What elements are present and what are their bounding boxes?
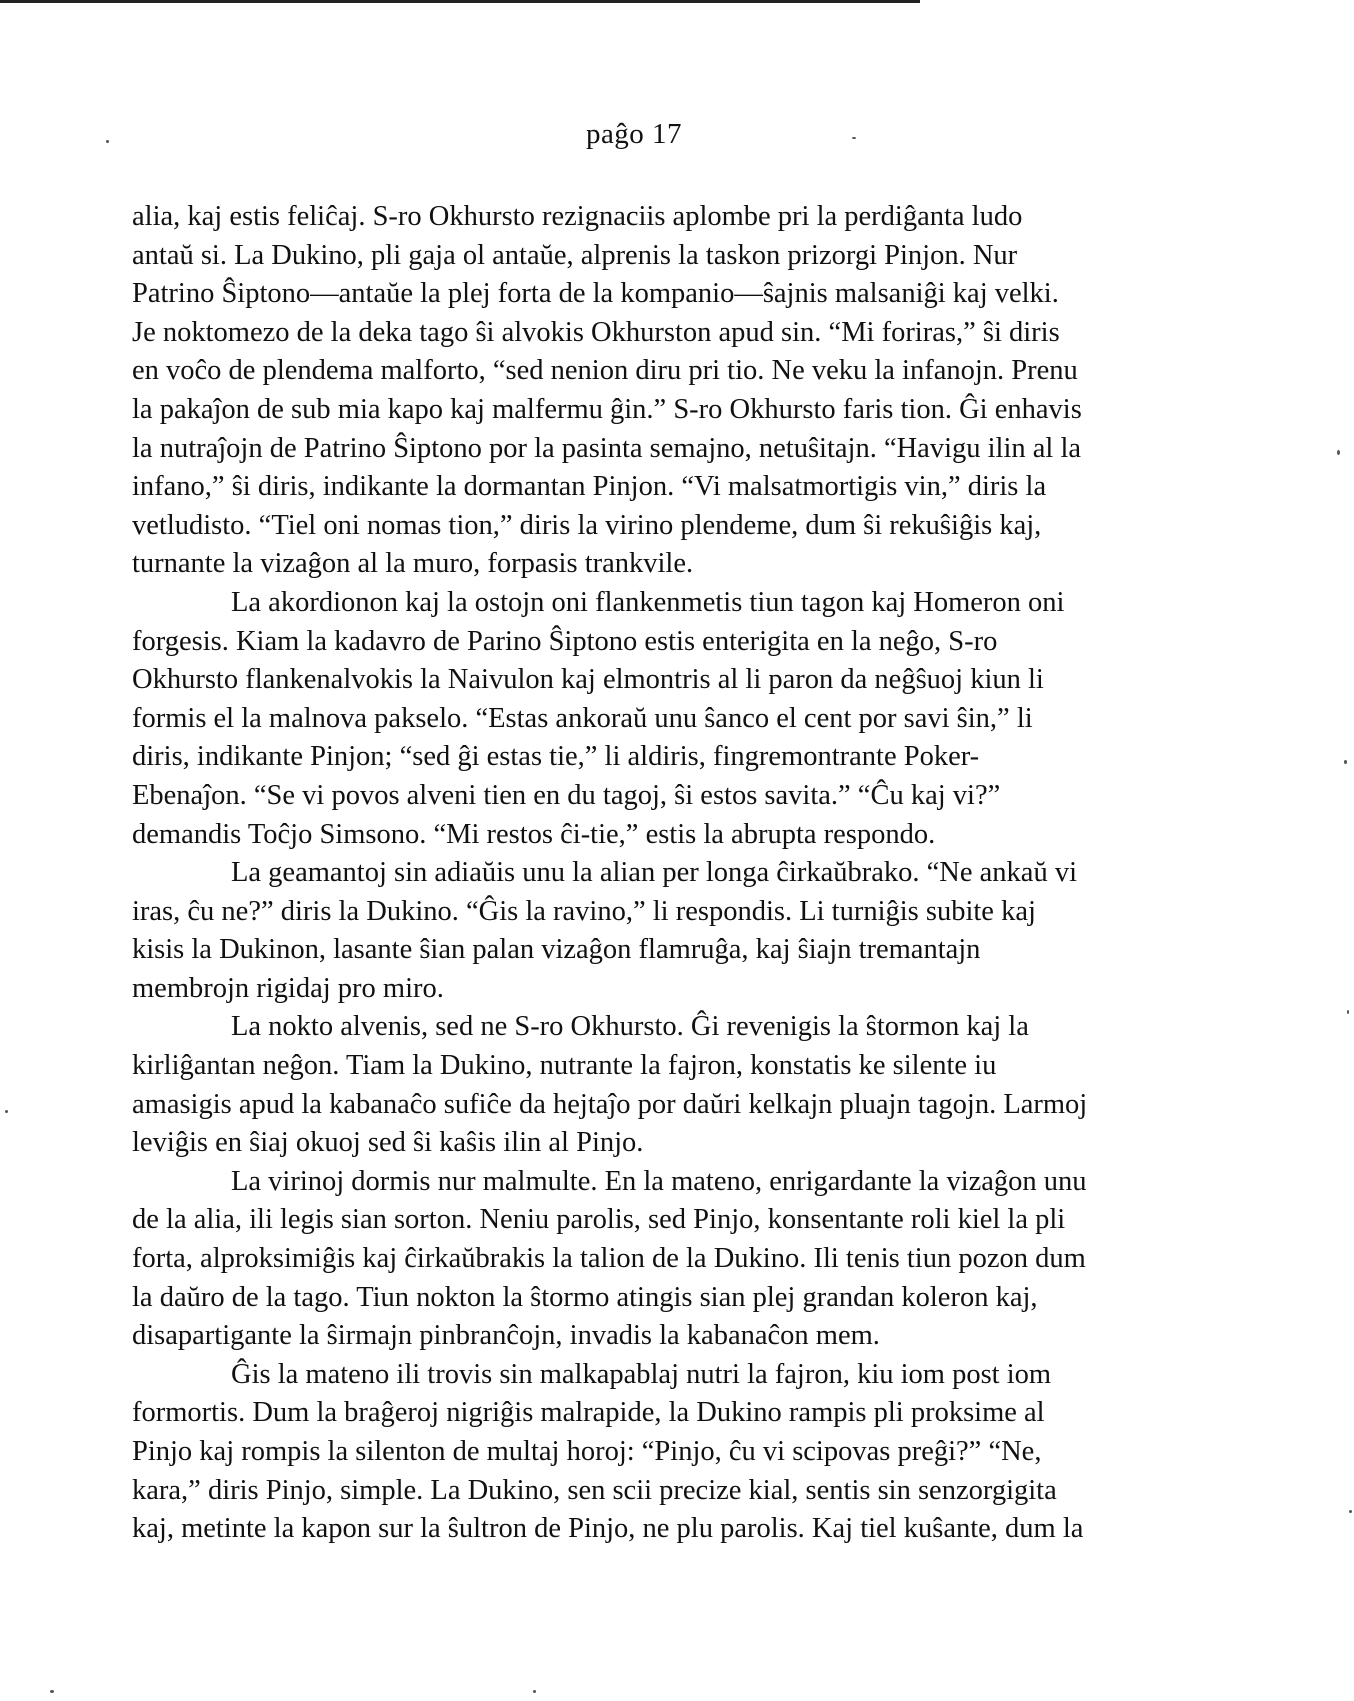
paragraph-start-line: La nokto alvenis, sed ne S-ro Okhursto. Ĝi revenigis la ŝtormon kaj la (231, 1011, 1029, 1043)
paragraph-start-line: La akordionon kaj la ostojn oni flankenmetis tiun tagon kaj Homeron oni (231, 586, 1065, 618)
page-header (0, 118, 1354, 151)
text-line: de la alia, ili legis sian sorton. Neniu parolis, sed Pinjo, konsentante roli kiel la pli (132, 1204, 1066, 1236)
text-line: disapartigante la ŝirmajn pinbranĉojn, invadis la kabanaĉon mem. (132, 1320, 880, 1352)
paragraph-start-line: La geamantoj sin adiaŭis unu la alian per longa ĉirkaŭbrako. “Ne ankaŭ vi (231, 857, 1077, 889)
scan-speck (533, 1690, 536, 1693)
text-line: Je noktomezo de la deka tago ŝi alvokis Okhurston apud sin. “Mi foriras,” ŝi diris (132, 316, 1060, 348)
text-line: demandis Toĉjo Simsono. “Mi restos ĉi-tie,” estis la abrupta respondo. (132, 818, 936, 850)
text-line: iras, ĉu ne?” diris la Dukino. “Ĝis la ravino,” li respondis. Li turniĝis subite kaj (132, 895, 1036, 927)
scan-speck (1337, 450, 1340, 455)
text-line: Okhursto flankenalvokis la Naivulon kaj elmontris al li paron da neĝŝuoj kiun li (132, 664, 1044, 696)
text-line: Ebenaĵon. “Se vi povos alveni tien en du tagoj, ŝi estos savita.” “Ĉu kaj vi?” (132, 779, 1001, 811)
text-line: turnante la vizaĝon al la muro, forpasis trankvile. (132, 548, 694, 580)
text-line: Patrino Ŝiptono—antaŭe la plej forta de la kompanio—ŝajnis malsaniĝi kaj velki. (132, 278, 1059, 310)
text-line: kara,” diris Pinjo, simple. La Dukino, sen scii precize kial, sentis sin senzorgigita (132, 1474, 1057, 1506)
text-line: en voĉo de plendema malforto, “sed nenion diru pri tio. Ne veku la infanojn. Prenu (132, 355, 1078, 387)
paragraph-start-line: La virinoj dormis nur malmulte. En la mateno, enrigardante la vizaĝon unu (231, 1165, 1087, 1197)
text-line: formis el la malnova pakselo. “Estas ankoraŭ unu ŝanco el cent por savi ŝin,” li (132, 702, 1033, 734)
text-line: amasigis apud la kabanaĉo sufiĉe da hejtaĵo por daŭri kelkajn pluajn tagojn. Larmoj (132, 1088, 1088, 1120)
text-line: leviĝis en ŝiaj okuoj sed ŝi kaŝis ilin al Pinjo. (132, 1127, 644, 1159)
text-line: diris, indikante Pinjon; “sed ĝi estas tie,” li aldiris, fingremontrante Poker- (132, 741, 980, 773)
text-line: membrojn rigidaj pro miro. (132, 972, 444, 1004)
text-line: kirliĝantan neĝon. Tiam la Dukino, nutrante la fajron, konstatis ke silente iu (132, 1050, 997, 1082)
page-number: paĝo 17 (585, 118, 683, 150)
text-line: la daŭro de la tago. Tiun nokton la ŝtormo atingis sian plej grandan koleron kaj, (132, 1281, 1038, 1313)
text-line: Pinjo kaj rompis la silenton de multaj horoj: “Pinjo, ĉu vi scipovas preĝi?” “Ne, (132, 1436, 1042, 1467)
scan-speck (852, 137, 856, 139)
text-line: antaŭ si. La Dukino, pli gaja ol antaŭe, alprenis la taskon prizorgi Pinjon. Nur (132, 239, 1018, 271)
text-line: formortis. Dum la braĝeroj nigriĝis malrapide, la Dukino rampis pli proksime al (132, 1397, 1045, 1429)
text-line: vetludisto. “Tiel oni nomas tion,” diris la virino plendeme, dum ŝi rekuŝiĝis kaj, (132, 509, 1042, 541)
scan-speck (5, 1110, 8, 1113)
scan-speck (1347, 1010, 1349, 1014)
text-line: kisis la Dukinon, lasante ŝian palan vizaĝon flamruĝa, kaj ŝiajn tremantajn (132, 934, 981, 966)
paragraph-start-line: Ĝis la mateno ili trovis sin malkapablaj nutri la fajron, kiu iom post iom (231, 1358, 1052, 1390)
text-line: infano,” ŝi diris, indikante la dormantan Pinjon. “Vi malsatmortigis vin,” diris la (132, 471, 1047, 503)
scan-speck (50, 1690, 54, 1693)
scan-speck (1349, 1510, 1352, 1513)
text-line: forta, alproksimiĝis kaj ĉirkaŭbrakis la talion de la Dukino. Ili tenis tiun pozon dum (132, 1243, 1086, 1275)
text-line: alia, kaj estis feliĉaj. S-ro Okhursto rezignaciis aplombe pri la perdiĝanta ludo (132, 201, 1023, 232)
scan-speck (106, 140, 109, 143)
top-border-rule (0, 0, 920, 3)
text-line: forgesis. Kiam la kadavro de Parino Ŝiptono estis enterigita en la neĝo, S-ro (132, 625, 998, 657)
text-line: la pakaĵon de sub mia kapo kaj malfermu ĝin.” S-ro Okhursto faris tion. Ĝi enhavis (132, 393, 1082, 425)
body-text (132, 198, 1252, 1549)
text-line: kaj, metinte la kapon sur la ŝultron de Pinjo, ne plu parolis. Kaj tiel kuŝante, dum la (132, 1513, 1084, 1545)
scan-speck (1344, 760, 1347, 764)
text-line: la nutraĵojn de Patrino Ŝiptono por la pasinta semajno, netuŝitajn. “Havigu ilin al la (132, 432, 1082, 464)
